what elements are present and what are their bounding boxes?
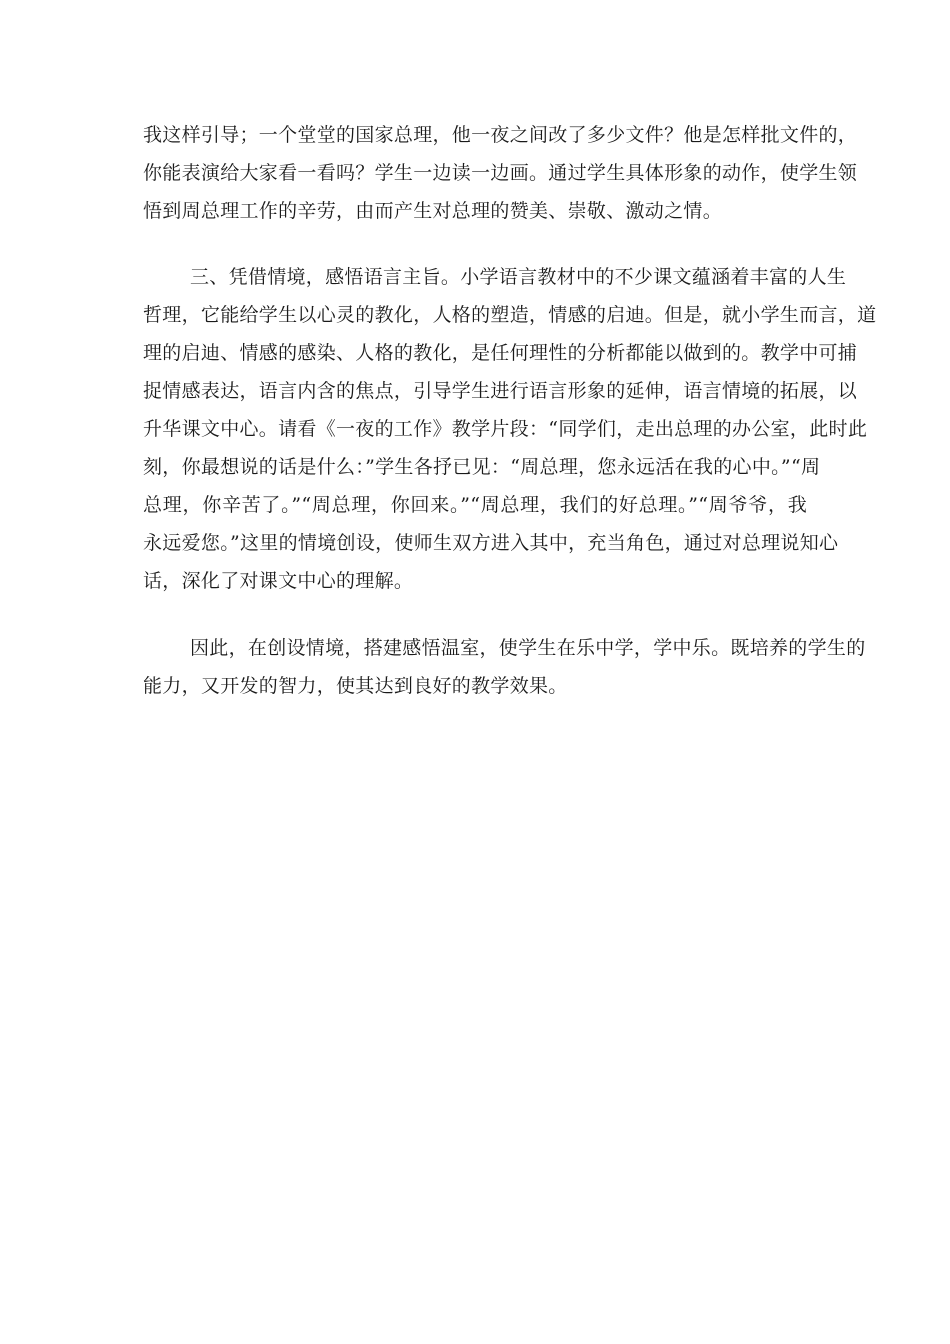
paragraph-line: 因此，在创设情境，搭建感悟温室，使学生在乐中学，学中乐。既培养的学生的 bbox=[190, 637, 866, 659]
paragraph-line: 悟到周总理工作的辛劳，由而产生对总理的赞美、崇敬、激动之情。 bbox=[143, 200, 723, 222]
paragraph-line: 哲理，它能给学生以心灵的教化，人格的塑造，情感的启迪。但是，就小学生而言，道 bbox=[143, 304, 877, 326]
paragraph-3 bbox=[143, 629, 866, 705]
paragraph-line: 刻，你最想说的话是什么：”学生各抒已见：“周总理，您永远活在我的心中。”“周 bbox=[143, 456, 821, 478]
paragraph-line: 理的启迪、情感的感染、人格的教化，是任何理性的分析都能以做到的。教学中可捕 bbox=[143, 342, 858, 364]
paragraph-line: 捉情感表达，语言内含的焦点，引导学生进行语言形象的延伸，语言情境的拓展，以 bbox=[143, 380, 858, 402]
paragraph-line: 三、凭借情境，感悟语言主旨。小学语言教材中的不少课文蕴涵着丰富的人生 bbox=[190, 266, 847, 288]
paragraph-line: 升华课文中心。请看《一夜的工作》教学片段：“同学们，走出总理的办公室，此时此 bbox=[143, 418, 868, 440]
paragraph-line: 我这样引导；一个堂堂的国家总理，他一夜之间改了多少文件？他是怎样批文件的， bbox=[143, 124, 858, 146]
paragraph-1 bbox=[143, 116, 858, 230]
paragraph-line: 能力，又开发的智力，使其达到良好的教学效果。 bbox=[143, 675, 568, 697]
paragraph-line: 你能表演给大家看一看吗？学生一边读一边画。通过学生具体形象的动作，使学生领 bbox=[143, 162, 858, 184]
paragraph-line: 永远爱您。”这里的情境创设，使师生双方进入其中，充当角色，通过对总理说知心 bbox=[143, 532, 839, 554]
paragraph-line: 总理，你辛苦了。”“周总理，你回来。”“周总理，我们的好总理。”“周爷爷，我 bbox=[143, 494, 807, 516]
paragraph-line: 话，深化了对课文中心的理解。 bbox=[143, 570, 414, 592]
paragraph-2 bbox=[143, 258, 877, 600]
